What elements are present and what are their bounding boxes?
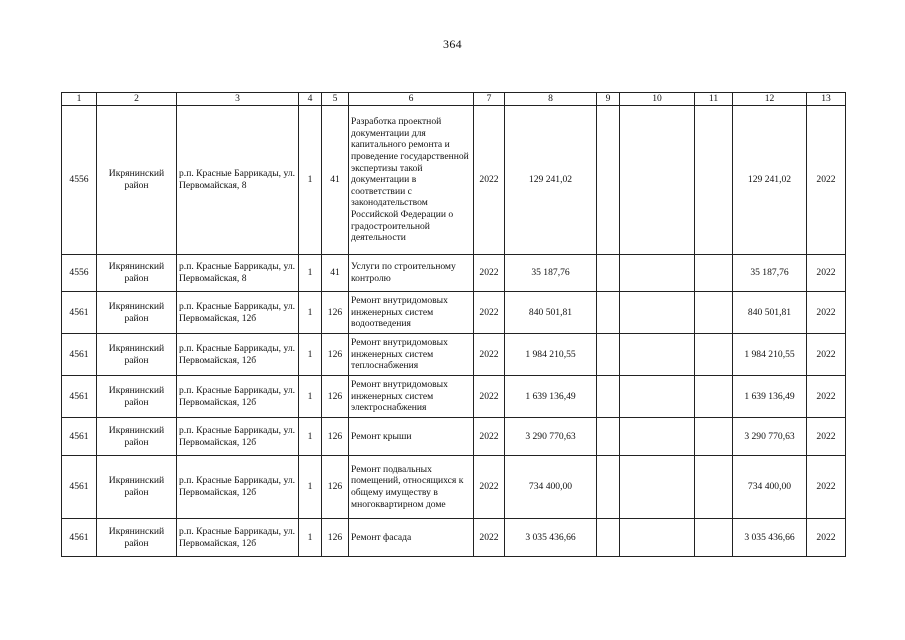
object-id-cell: 4561 — [62, 456, 97, 519]
col11-cell — [695, 292, 733, 334]
col9-cell — [597, 106, 620, 255]
table-row — [62, 106, 846, 255]
col11-cell — [695, 334, 733, 376]
col4-cell: 1 — [299, 334, 322, 376]
col4-cell: 1 — [299, 106, 322, 255]
col9-cell — [597, 456, 620, 519]
column-number: 1 — [62, 93, 97, 106]
cost-cell: 840 501,81 — [733, 292, 807, 334]
column-number: 6 — [349, 93, 474, 106]
table-row — [62, 456, 846, 519]
object-id-cell: 4561 — [62, 376, 97, 418]
completion-year-cell: 2022 — [807, 255, 846, 292]
col4-cell: 1 — [299, 255, 322, 292]
col10-cell — [620, 456, 695, 519]
column-number: 12 — [733, 93, 807, 106]
completion-year-cell: 2022 — [807, 376, 846, 418]
col11-cell — [695, 106, 733, 255]
work-description-cell: Услуги по строительному контролю — [349, 255, 474, 292]
address-cell: р.п. Красные Баррикады, ул. Первомайская, 12б — [177, 334, 299, 376]
col5-cell: 126 — [322, 376, 349, 418]
col11-cell — [695, 519, 733, 557]
address-cell: р.п. Красные Баррикады, ул. Первомайская, 12б — [177, 456, 299, 519]
work-description-cell: Ремонт внутридомовых инженерных систем электроснабжения — [349, 376, 474, 418]
district-cell: Икрянинский район — [97, 418, 177, 456]
column-number: 13 — [807, 93, 846, 106]
object-id-cell: 4561 — [62, 292, 97, 334]
col10-cell — [620, 418, 695, 456]
col9-cell — [597, 519, 620, 557]
col9-cell — [597, 376, 620, 418]
year-cell: 2022 — [474, 292, 505, 334]
cost-cell: 3 035 436,66 — [733, 519, 807, 557]
completion-year-cell: 2022 — [807, 334, 846, 376]
work-description-cell: Ремонт крыши — [349, 418, 474, 456]
col11-cell — [695, 376, 733, 418]
col11-cell — [695, 456, 733, 519]
col5-cell: 41 — [322, 106, 349, 255]
col5-cell: 126 — [322, 418, 349, 456]
object-id-cell: 4556 — [62, 255, 97, 292]
col11-cell — [695, 418, 733, 456]
table-row — [62, 334, 846, 376]
district-cell: Икрянинский район — [97, 106, 177, 255]
col4-cell: 1 — [299, 376, 322, 418]
col4-cell: 1 — [299, 418, 322, 456]
col5-cell: 41 — [322, 255, 349, 292]
address-cell: р.п. Красные Баррикады, ул. Первомайская, 12б — [177, 519, 299, 557]
column-number: 10 — [620, 93, 695, 106]
page-number: 364 — [443, 37, 462, 51]
total-cost-cell: 35 187,76 — [505, 255, 597, 292]
cost-cell: 129 241,02 — [733, 106, 807, 255]
total-cost-cell: 840 501,81 — [505, 292, 597, 334]
col9-cell — [597, 334, 620, 376]
column-number: 8 — [505, 93, 597, 106]
total-cost-cell: 1 639 136,49 — [505, 376, 597, 418]
total-cost-cell: 3 290 770,63 — [505, 418, 597, 456]
col5-cell: 126 — [322, 334, 349, 376]
year-cell: 2022 — [474, 255, 505, 292]
address-cell: р.п. Красные Баррикады, ул. Первомайская, 8 — [177, 255, 299, 292]
object-id-cell: 4556 — [62, 106, 97, 255]
column-number: 9 — [597, 93, 620, 106]
column-number-row — [62, 93, 846, 106]
year-cell: 2022 — [474, 376, 505, 418]
col4-cell: 1 — [299, 292, 322, 334]
col11-cell — [695, 255, 733, 292]
col10-cell — [620, 376, 695, 418]
cost-cell: 734 400,00 — [733, 456, 807, 519]
address-cell: р.п. Красные Баррикады, ул. Первомайская, 12б — [177, 292, 299, 334]
cost-cell: 35 187,76 — [733, 255, 807, 292]
total-cost-cell: 3 035 436,66 — [505, 519, 597, 557]
col10-cell — [620, 255, 695, 292]
completion-year-cell: 2022 — [807, 519, 846, 557]
col9-cell — [597, 418, 620, 456]
completion-year-cell: 2022 — [807, 106, 846, 255]
district-cell: Икрянинский район — [97, 456, 177, 519]
works-table — [61, 92, 846, 557]
column-number: 11 — [695, 93, 733, 106]
object-id-cell: 4561 — [62, 418, 97, 456]
col9-cell — [597, 255, 620, 292]
col5-cell: 126 — [322, 519, 349, 557]
district-cell: Икрянинский район — [97, 519, 177, 557]
total-cost-cell: 129 241,02 — [505, 106, 597, 255]
cost-cell: 1 984 210,55 — [733, 334, 807, 376]
table-row — [62, 418, 846, 456]
work-description-cell: Ремонт внутридомовых инженерных систем водоотведения — [349, 292, 474, 334]
column-number: 4 — [299, 93, 322, 106]
column-number: 7 — [474, 93, 505, 106]
completion-year-cell: 2022 — [807, 456, 846, 519]
work-description-cell: Разработка проектной документации для капитального ремонта и проведение государственной экспертизы такой документации в соответствии с законодательством Российской Федерации о градостроительной деятельности — [349, 106, 474, 255]
table-row — [62, 519, 846, 557]
total-cost-cell: 1 984 210,55 — [505, 334, 597, 376]
completion-year-cell: 2022 — [807, 292, 846, 334]
object-id-cell: 4561 — [62, 519, 97, 557]
table-row — [62, 292, 846, 334]
col4-cell: 1 — [299, 456, 322, 519]
table-row — [62, 255, 846, 292]
completion-year-cell: 2022 — [807, 418, 846, 456]
col4-cell: 1 — [299, 519, 322, 557]
address-cell: р.п. Красные Баррикады, ул. Первомайская, 12б — [177, 376, 299, 418]
col10-cell — [620, 292, 695, 334]
col9-cell — [597, 292, 620, 334]
district-cell: Икрянинский район — [97, 292, 177, 334]
col5-cell: 126 — [322, 292, 349, 334]
year-cell: 2022 — [474, 519, 505, 557]
table-row — [62, 376, 846, 418]
col10-cell — [620, 519, 695, 557]
address-cell: р.п. Красные Баррикады, ул. Первомайская, 12б — [177, 418, 299, 456]
year-cell: 2022 — [474, 334, 505, 376]
total-cost-cell: 734 400,00 — [505, 456, 597, 519]
col10-cell — [620, 334, 695, 376]
work-description-cell: Ремонт подвальных помещений, относящихся к общему имуществу в многоквартирном доме — [349, 456, 474, 519]
year-cell: 2022 — [474, 106, 505, 255]
column-number: 2 — [97, 93, 177, 106]
district-cell: Икрянинский район — [97, 376, 177, 418]
column-number: 3 — [177, 93, 299, 106]
column-number: 5 — [322, 93, 349, 106]
col5-cell: 126 — [322, 456, 349, 519]
district-cell: Икрянинский район — [97, 255, 177, 292]
work-description-cell: Ремонт фасада — [349, 519, 474, 557]
address-cell: р.п. Красные Баррикады, ул. Первомайская, 8 — [177, 106, 299, 255]
col10-cell — [620, 106, 695, 255]
cost-cell: 1 639 136,49 — [733, 376, 807, 418]
district-cell: Икрянинский район — [97, 334, 177, 376]
cost-cell: 3 290 770,63 — [733, 418, 807, 456]
year-cell: 2022 — [474, 456, 505, 519]
object-id-cell: 4561 — [62, 334, 97, 376]
year-cell: 2022 — [474, 418, 505, 456]
work-description-cell: Ремонт внутридомовых инженерных систем теплоснабжения — [349, 334, 474, 376]
